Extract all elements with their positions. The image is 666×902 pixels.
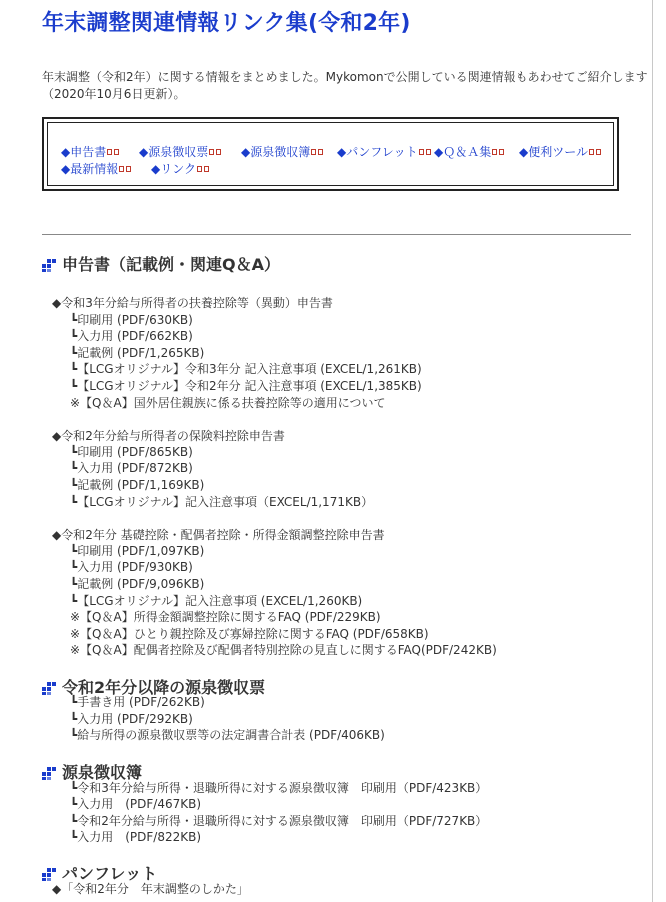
section-title: 申告書（記載例・関連Q＆A） <box>62 255 280 274</box>
nav-link-label: ◆源泉徴収簿 <box>241 145 311 159</box>
download-link[interactable]: ┗入力用 (PDF/872KB) <box>70 461 193 475</box>
jump-icon <box>311 149 324 155</box>
section-bullet-icon <box>42 681 56 695</box>
qa-link[interactable]: ※【Q＆A】所得金額調整控除に関するFAQ (PDF/229KB) <box>70 610 381 624</box>
download-link[interactable]: ┗記載例 (PDF/1,265KB) <box>70 346 205 360</box>
qa-link[interactable]: ※【Q＆A】国外居住親族に係る扶養控除等の適用について <box>70 396 386 410</box>
nav-link-pamphlet[interactable] <box>337 143 432 160</box>
download-link[interactable]: ┗令和2年分給与所得・退職所得に対する源泉徴収簿 印刷用（PDF/727KB） <box>70 814 488 828</box>
nav-link-news[interactable] <box>61 160 132 177</box>
section-bullet-icon <box>42 867 56 881</box>
nav-link-gensen-bo[interactable] <box>241 143 324 160</box>
qa-link[interactable]: ※【Q＆A】配偶者控除及び配偶者特別控除の見直しに関するFAQ(PDF/242KB) <box>70 643 497 657</box>
download-link[interactable]: ┗【LCGオリジナル】記入注意事項（EXCEL/1,171KB） <box>70 495 374 509</box>
nav-link-label: ◆リンク <box>151 162 196 176</box>
download-link[interactable]: ┗印刷用 (PDF/1,097KB) <box>70 544 205 558</box>
download-link[interactable]: ┗入力用 (PDF/467KB) <box>70 797 202 811</box>
section-bullet-icon <box>42 258 56 272</box>
download-link[interactable]: ┗入力用 (PDF/822KB) <box>70 830 202 844</box>
section-heading-shinkokusho <box>42 252 280 275</box>
jump-icon <box>492 149 505 155</box>
download-link[interactable]: ┗【LCGオリジナル】記入注意事項 (EXCEL/1,260KB) <box>70 594 363 608</box>
page-title: 年末調整関連情報リンク集(令和2年) <box>42 11 411 36</box>
pamphlet-link[interactable]: ◆「令和2年分 年末調整のしかた」 <box>52 882 249 896</box>
jump-icon <box>197 166 210 172</box>
nav-link-gensen-hyo[interactable] <box>139 143 222 160</box>
nav-link-label: ◆申告書 <box>61 145 107 159</box>
section-nav-box <box>42 117 619 191</box>
nav-link-label: ◆パンフレット <box>337 145 418 159</box>
group-title: ◆令和2年分給与所得者の保険料控除申告書 <box>52 429 285 443</box>
group-title: ◆令和2年分 基礎控除・配偶者控除・所得金額調整控除申告書 <box>52 528 385 542</box>
nav-link-shinkokusho[interactable] <box>61 143 120 160</box>
section-title: 源泉徴収簿 <box>62 763 143 782</box>
download-link[interactable]: ┗印刷用 (PDF/865KB) <box>70 445 193 459</box>
download-link[interactable]: ┗【LCGオリジナル】令和2年分 記入注意事項 (EXCEL/1,385KB) <box>70 379 422 393</box>
page-right-border <box>652 0 653 902</box>
jump-icon <box>419 149 432 155</box>
divider <box>42 234 631 235</box>
section-title: 令和2年分以降の源泉徴収票 <box>62 678 266 697</box>
group-title: ◆令和3年分給与所得者の扶養控除等（異動）申告書 <box>52 296 333 310</box>
nav-link-tools[interactable] <box>519 143 602 160</box>
download-link[interactable]: ┗印刷用 (PDF/630KB) <box>70 313 193 327</box>
nav-link-qa[interactable] <box>434 143 505 160</box>
download-link[interactable]: ┗入力用 (PDF/930KB) <box>70 560 193 574</box>
download-link[interactable]: ┗記載例 (PDF/1,169KB) <box>70 478 205 492</box>
jump-icon <box>589 149 602 155</box>
intro-text <box>42 69 648 103</box>
intro-line-2: （2020年10月6日更新）。 <box>42 87 186 101</box>
intro-line-1: 年末調整（令和2年）に関する情報をまとめました。Mykomonで公開している関連情報もあわせてご紹介します <box>42 70 648 84</box>
nav-link-label: ◆源泉徴収票 <box>139 145 209 159</box>
section-title: パンフレット <box>62 864 158 883</box>
section-nav-inner <box>47 122 614 186</box>
download-link[interactable]: ┗手書き用 (PDF/262KB) <box>70 695 205 709</box>
download-link[interactable]: ┗令和3年分給与所得・退職所得に対する源泉徴収簿 印刷用（PDF/423KB） <box>70 781 488 795</box>
nav-link-label: ◆最新情報 <box>61 162 119 176</box>
jump-icon <box>107 149 120 155</box>
section-bullet-icon <box>42 766 56 780</box>
download-link[interactable]: ┗【LCGオリジナル】令和3年分 記入注意事項 (EXCEL/1,261KB) <box>70 362 422 376</box>
download-link[interactable]: ┗入力用 (PDF/662KB) <box>70 329 193 343</box>
download-link[interactable]: ┗入力用 (PDF/292KB) <box>70 712 193 726</box>
qa-link[interactable]: ※【Q＆A】ひとり親控除及び寡婦控除に関するFAQ (PDF/658KB) <box>70 627 429 641</box>
nav-link-links[interactable] <box>151 160 210 177</box>
jump-icon <box>119 166 132 172</box>
download-link[interactable]: ┗記載例 (PDF/9,096KB) <box>70 577 205 591</box>
download-link[interactable]: ┗給与所得の源泉徴収票等の法定調書合計表 (PDF/406KB) <box>70 728 385 742</box>
jump-icon <box>209 149 222 155</box>
nav-link-label: ◆Ｑ＆Ａ集 <box>434 145 492 159</box>
nav-link-label: ◆便利ツール <box>519 145 588 159</box>
